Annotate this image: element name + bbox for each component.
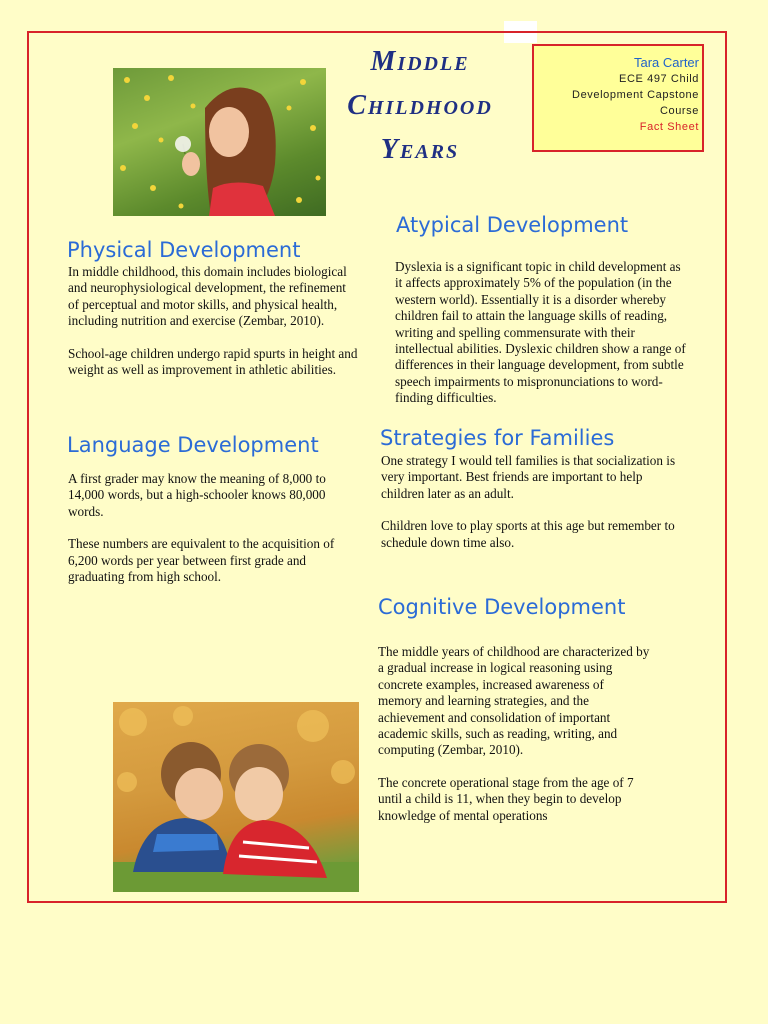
physical-paragraph-2: School-age children undergo rapid spurts in height and weight as well as improvement in athletic abilities. bbox=[68, 345, 358, 378]
language-paragraph-2: These numbers are equivalent to the acquisition of 6,200 words per year between first grade and graduating from high school. bbox=[68, 536, 335, 585]
atypical-paragraph-1: Dyslexia is a significant topic in child development as it affects approximately 5% of the population (in the western world). Essentially it is a disorder whereby children fail to attain the language skills of reading, writing and spelling commensurate with their intellectual abilities. Dyslexic children show a range of differences in their language development, from subtle speech impairments to mispronunciations to word-finding difficulties. bbox=[395, 259, 686, 406]
author-info-box bbox=[532, 44, 704, 152]
course-line-1: ECE 497 Child bbox=[619, 73, 699, 85]
strategies-text bbox=[381, 453, 681, 567]
cognitive-paragraph-1: The middle years of childhood are characterized by a gradual increase in logical reasoning using concrete examples, increased awareness of memory and learning strategies, and the achievement and consolidation of important academic skills, such as reading, writing, and computing (Zembar, 2010). bbox=[378, 644, 650, 758]
two-boys-photo bbox=[113, 702, 359, 892]
cognitive-development-heading: Cognitive Development bbox=[378, 595, 626, 619]
strategies-paragraph-1: One strategy I would tell families is that socialization is very important. Best friends are important to help children later as an adult. bbox=[381, 453, 676, 501]
physical-development-text bbox=[68, 264, 360, 394]
atypical-development-text bbox=[395, 259, 690, 423]
title-line-1: Middle bbox=[370, 46, 470, 77]
cognitive-development-text bbox=[378, 644, 650, 840]
language-development-heading: Language Development bbox=[67, 433, 319, 457]
language-development-text bbox=[68, 471, 350, 601]
strategies-paragraph-2: Children love to play sports at this age but remember to schedule down time also. bbox=[381, 518, 675, 550]
title-line-2: Childhood bbox=[347, 90, 493, 121]
strategies-for-families-heading: Strategies for Families bbox=[380, 426, 615, 450]
girl-dandelion-illustration bbox=[113, 68, 326, 216]
author-name: Tara Carter bbox=[633, 55, 699, 70]
language-paragraph-1: A first grader may know the meaning of 8,000 to 14,000 words, but a high-schooler knows 80,000 words. bbox=[68, 471, 326, 519]
title-line-3: Years bbox=[380, 134, 460, 165]
page-title bbox=[330, 40, 510, 172]
course-line-3: Course bbox=[659, 105, 699, 117]
girl-dandelion-photo bbox=[113, 68, 326, 216]
cognitive-paragraph-2: The concrete operational stage from the age of 7 until a child is 11, when they begin to develop knowledge of mental operations bbox=[378, 774, 634, 823]
physical-development-heading: Physical Development bbox=[67, 238, 301, 262]
atypical-development-heading: Atypical Development bbox=[396, 213, 629, 237]
course-line-2: Development Capstone bbox=[572, 89, 699, 101]
two-boys-illustration bbox=[113, 702, 359, 892]
fact-sheet-label: Fact Sheet bbox=[639, 121, 699, 133]
physical-paragraph-1: In middle childhood, this domain includes biological and neurophysiological development, the refinement of perceptual and motor skills, and physical health, including nutrition and exercise (Zembar, 2010). bbox=[68, 264, 347, 329]
